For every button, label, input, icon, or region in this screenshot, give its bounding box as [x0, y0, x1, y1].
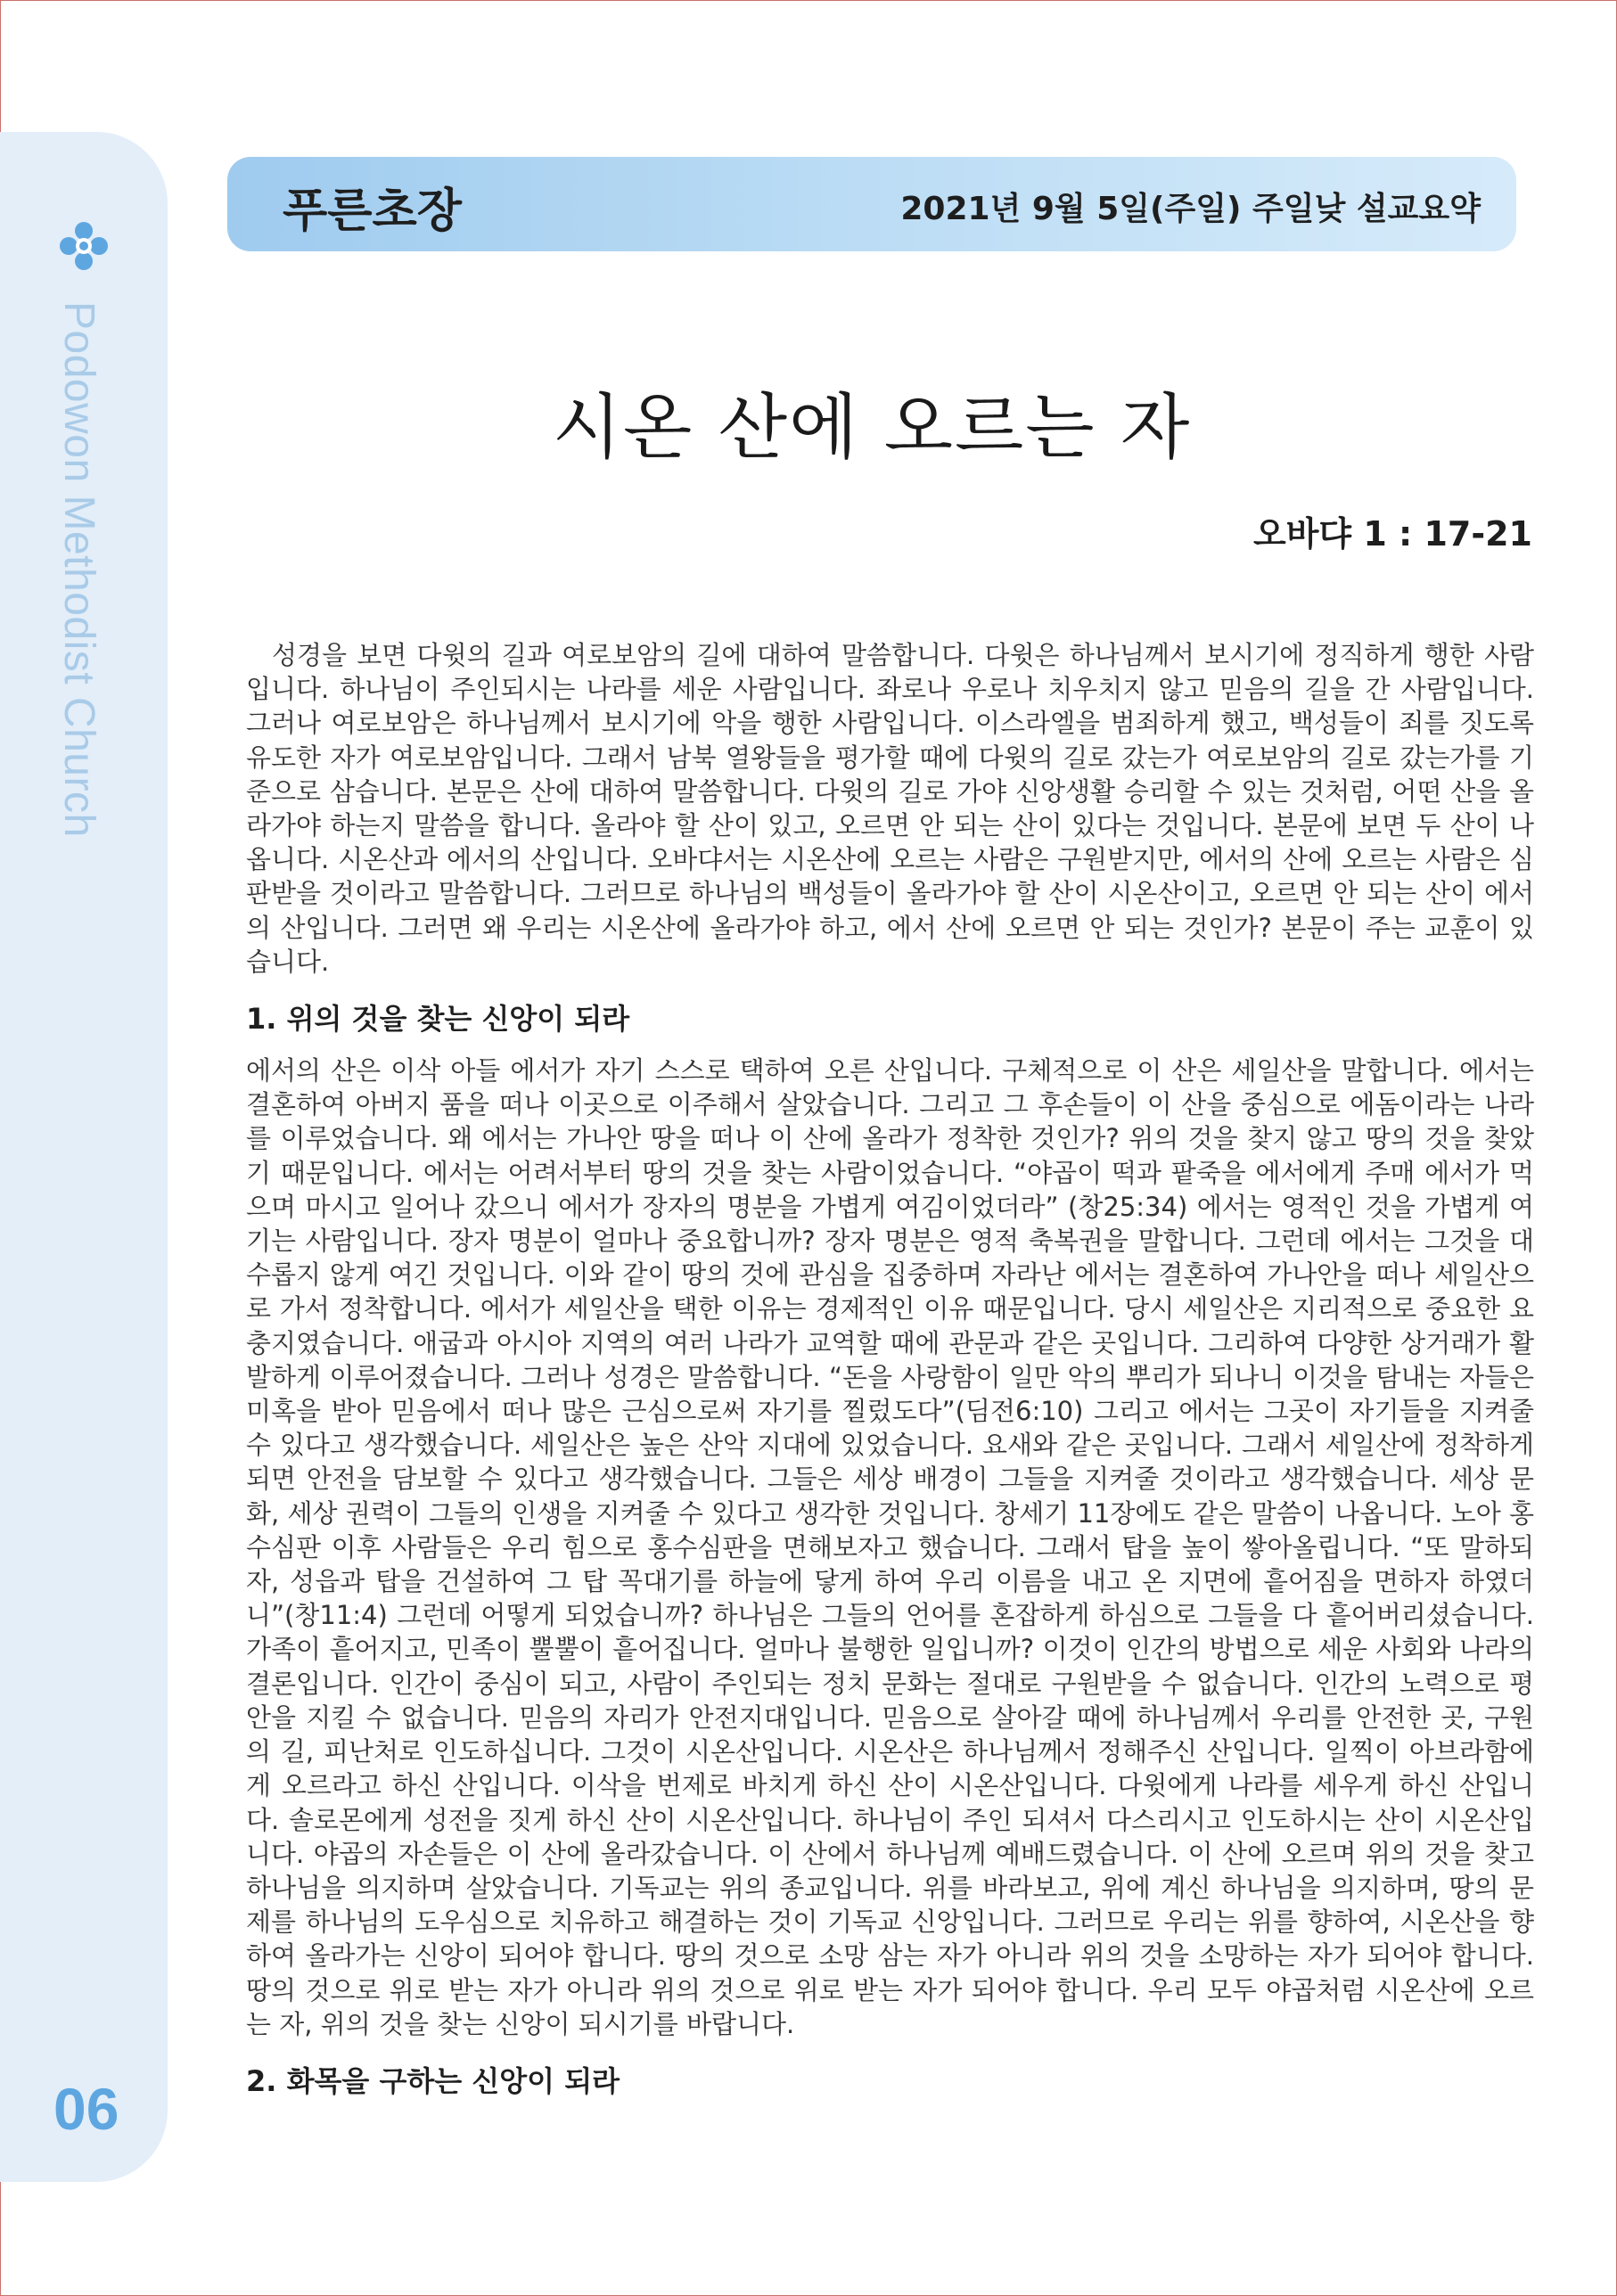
- quatrefoil-icon: [59, 221, 109, 271]
- section-2-heading: 2. 화목을 구하는 신앙이 되라: [246, 2063, 620, 2098]
- section-title: 푸른초장: [283, 184, 462, 238]
- section-1-heading: 1. 위의 것을 찾는 신앙이 되라: [246, 1002, 630, 1037]
- sermon-body: [246, 638, 1534, 2116]
- date-label: 2021년 9월 5일(주일) 주일낮 설교요약: [900, 191, 1481, 227]
- sermon-title: 시온 산에 오르는 자: [552, 386, 1192, 469]
- intro-paragraph: 성경을 보면 다윗의 길과 여로보암의 길에 대하여 말씀합니다. 다윗은 하나님께서 보시기에 정직하게 행한 사람입니다. 하나님이 주인되시는 나라를 세운 사람입니다. 좌로나 우로나 치우치지 않고 믿음의 길을 간 사람입니다. 그러나 여로보암은 하나님께서 보시기에 악을 행한 사람입니다. 이스라엘을 범죄하게 했고, 백성들이 죄를 짓도록 유도한 자가 여로보암입니다. 그래서 남북 열왕들을 평가할 때에 다윗의 길로 갔는가 여로보암의 길로 갔는가를 기준으로 삼습니다. 본문은 산에 대하여 말씀합니다. 다윗의 길로 가야 신앙생활 승리할 수 있는 것처럼, 어떤 산을 올라가야 하는지 말씀을 합니다. 올라야 할 산이 있고, 오르면 안 되는 산이 있다는 것입니다. 본문에 보면 두 산이 나옵니다. 시온산과 에서의 산입니다. 오바댜서는 시온산에 오르는 사람은 구원받지만, 에서의 산에 오르는 사람은 심판받을 것이라고 말씀합니다. 그러므로 하나님의 백성들이 올라가야 할 산이 시온산이고, 오르면 안 되는 산이 에서의 산입니다. 그러면 왜 우리는 시온산에 올라가야 하고, 에서 산에 오르면 안 되는 것인가? 본문이 주는 교훈이 있습니다.: [246, 640, 1534, 977]
- page-number: 06: [53, 2076, 119, 2142]
- section-1-paragraph: 에서의 산은 이삭 아들 에서가 자기 스스로 택하여 오른 산입니다. 구체적으로 이 산은 세일산을 말합니다. 에서는 결혼하여 아버지 품을 떠나 이곳으로 이주해서 살았습니다. 그리고 그 후손들이 이 산을 중심으로 에돔이라는 나라를 이루었습니다. 왜 에서는 가나안 땅을 떠나 이 산에 올라가 정착한 것인가? 위의 것을 찾지 않고 땅의 것을 찾았기 때문입니다. 에서는 어려서부터 땅의 것을 찾는 사람이었습니다. “야곱이 떡과 팥죽을 에서에게 주매 에서가 먹으며 마시고 일어나 갔으니 에서가 장자의 명분을 가볍게 여김이었더라” (창25:34) 에서는 영적인 것을 가볍게 여기는 사람입니다. 장자 명분이 얼마나 중요합니까? 장자 명분은 영적 축복권을 말합니다. 그런데 에서는 그것을 대수롭지 않게 여긴 것입니다. 이와 같이 땅의 것에 관심을 집중하며 자라난 에서는 결혼하여 가나안을 떠나 세일산으로 가서 정착합니다. 에서가 세일산을 택한 이유는 경제적인 이유 때문입니다. 당시 세일산은 지리적으로 중요한 요충지였습니다. 애굽과 아시아 지역의 여러 나라가 교역할 때에 관문과 같은 곳입니다. 그리하여 다양한 상거래가 활발하게 이루어졌습니다. 그러나 성경은 말씀합니다. “돈을 사랑함이 일만 악의 뿌리가 되나니 이것을 탐내는 자들은 미혹을 받아 믿음에서 떠나 많은 근심으로써 자기를 찔렀도다”(딤전6:10) 그리고 에서는 그곳이 자기들을 지켜줄 수 있다고 생각했습니다. 세일산은 높은 산악 지대에 있었습니다. 요새와 같은 곳입니다. 그래서 세일산에 정착하게 되면 안전을 담보할 수 있다고 생각했습니다. 그들은 세상 배경이 그들을 지켜줄 것이라고 생각했습니다. 세상 문화, 세상 권력이 그들의 인생을 지켜줄 수 있다고 생각한 것입니다. 창세기 11장에도 같은 말씀이 나옵니다. 노아 홍수심판 이후 사람들은 우리 힘으로 홍수심판을 면해보자고 했습니다. 그래서 탑을 높이 쌓아올립니다. “또 말하되 자, 성읍과 탑을 건설하여 그 탑 꼭대기를 하늘에 닿게 하여 우리 이름을 내고 온 지면에 흩어짐을 면하자 하였더니”(창11:4) 그런데 어떻게 되었습니까? 하나님은 그들의 언어를 혼잡하게 하심으로 그들을 다 흩어버리셨습니다. 가족이 흩어지고, 민족이 뿔뿔이 흩어집니다. 얼마나 불행한 일입니까? 이것이 인간의 방법으로 세운 사회와 나라의 결론입니다. 인간이 중심이 되고, 사람이 주인되는 정치 문화는 절대로 구원받을 수 없습니다. 인간의 노력으로 평안을 지킬 수 없습니다. 믿음의 자리가 안전지대입니다. 믿음으로 살아갈 때에 하나님께서 우리를 안전한 곳, 구원의 길, 피난처로 인도하십니다. 그것이 시온산입니다. 시온산은 하나님께서 정해주신 산입니다. 일찍이 아브라함에게 오르라고 하신 산입니다. 이삭을 번제로 바치게 하신 산이 시온산입니다. 다윗에게 나라를 세우게 하신 산입니다. 솔로몬에게 성전을 짓게 하신 산이 시온산입니다. 하나님이 주인 되셔서 다스리시고 인도하시는 산이 시온산입니다. 야곱의 자손들은 이 산에 올라갔습니다. 이 산에서 하나님께 예배드렸습니다. 이 산에 오르며 위의 것을 찾고 하나님을 의지하며 살았습니다. 기독교는 위의 종교입니다. 위를 바라보고, 위에 계신 하나님을 의지하며, 땅의 문제를 하나님의 도우심으로 치유하고 해결하는 것이 기독교 신앙입니다. 그러므로 우리는 위를 향하여, 시온산을 향하여 올라가는 신앙이 되어야 합니다. 땅의 것으로 소망 삼는 자가 아니라 위의 것을 소망하는 자가 되어야 합니다. 땅의 것으로 위로 받는 자가 아니라 위의 것으로 위로 받는 자가 되어야 합니다. 우리 모두 야곱처럼 시온산에 오르는 자, 위의 것을 찾는 신앙이 되시기를 바랍니다.: [246, 1055, 1534, 2039]
- church-name-vertical: Podowon Methodist Church: [55, 301, 103, 838]
- header-banner: [227, 157, 1516, 251]
- scripture-reference: 오바댜 1 : 17-21: [1253, 514, 1532, 554]
